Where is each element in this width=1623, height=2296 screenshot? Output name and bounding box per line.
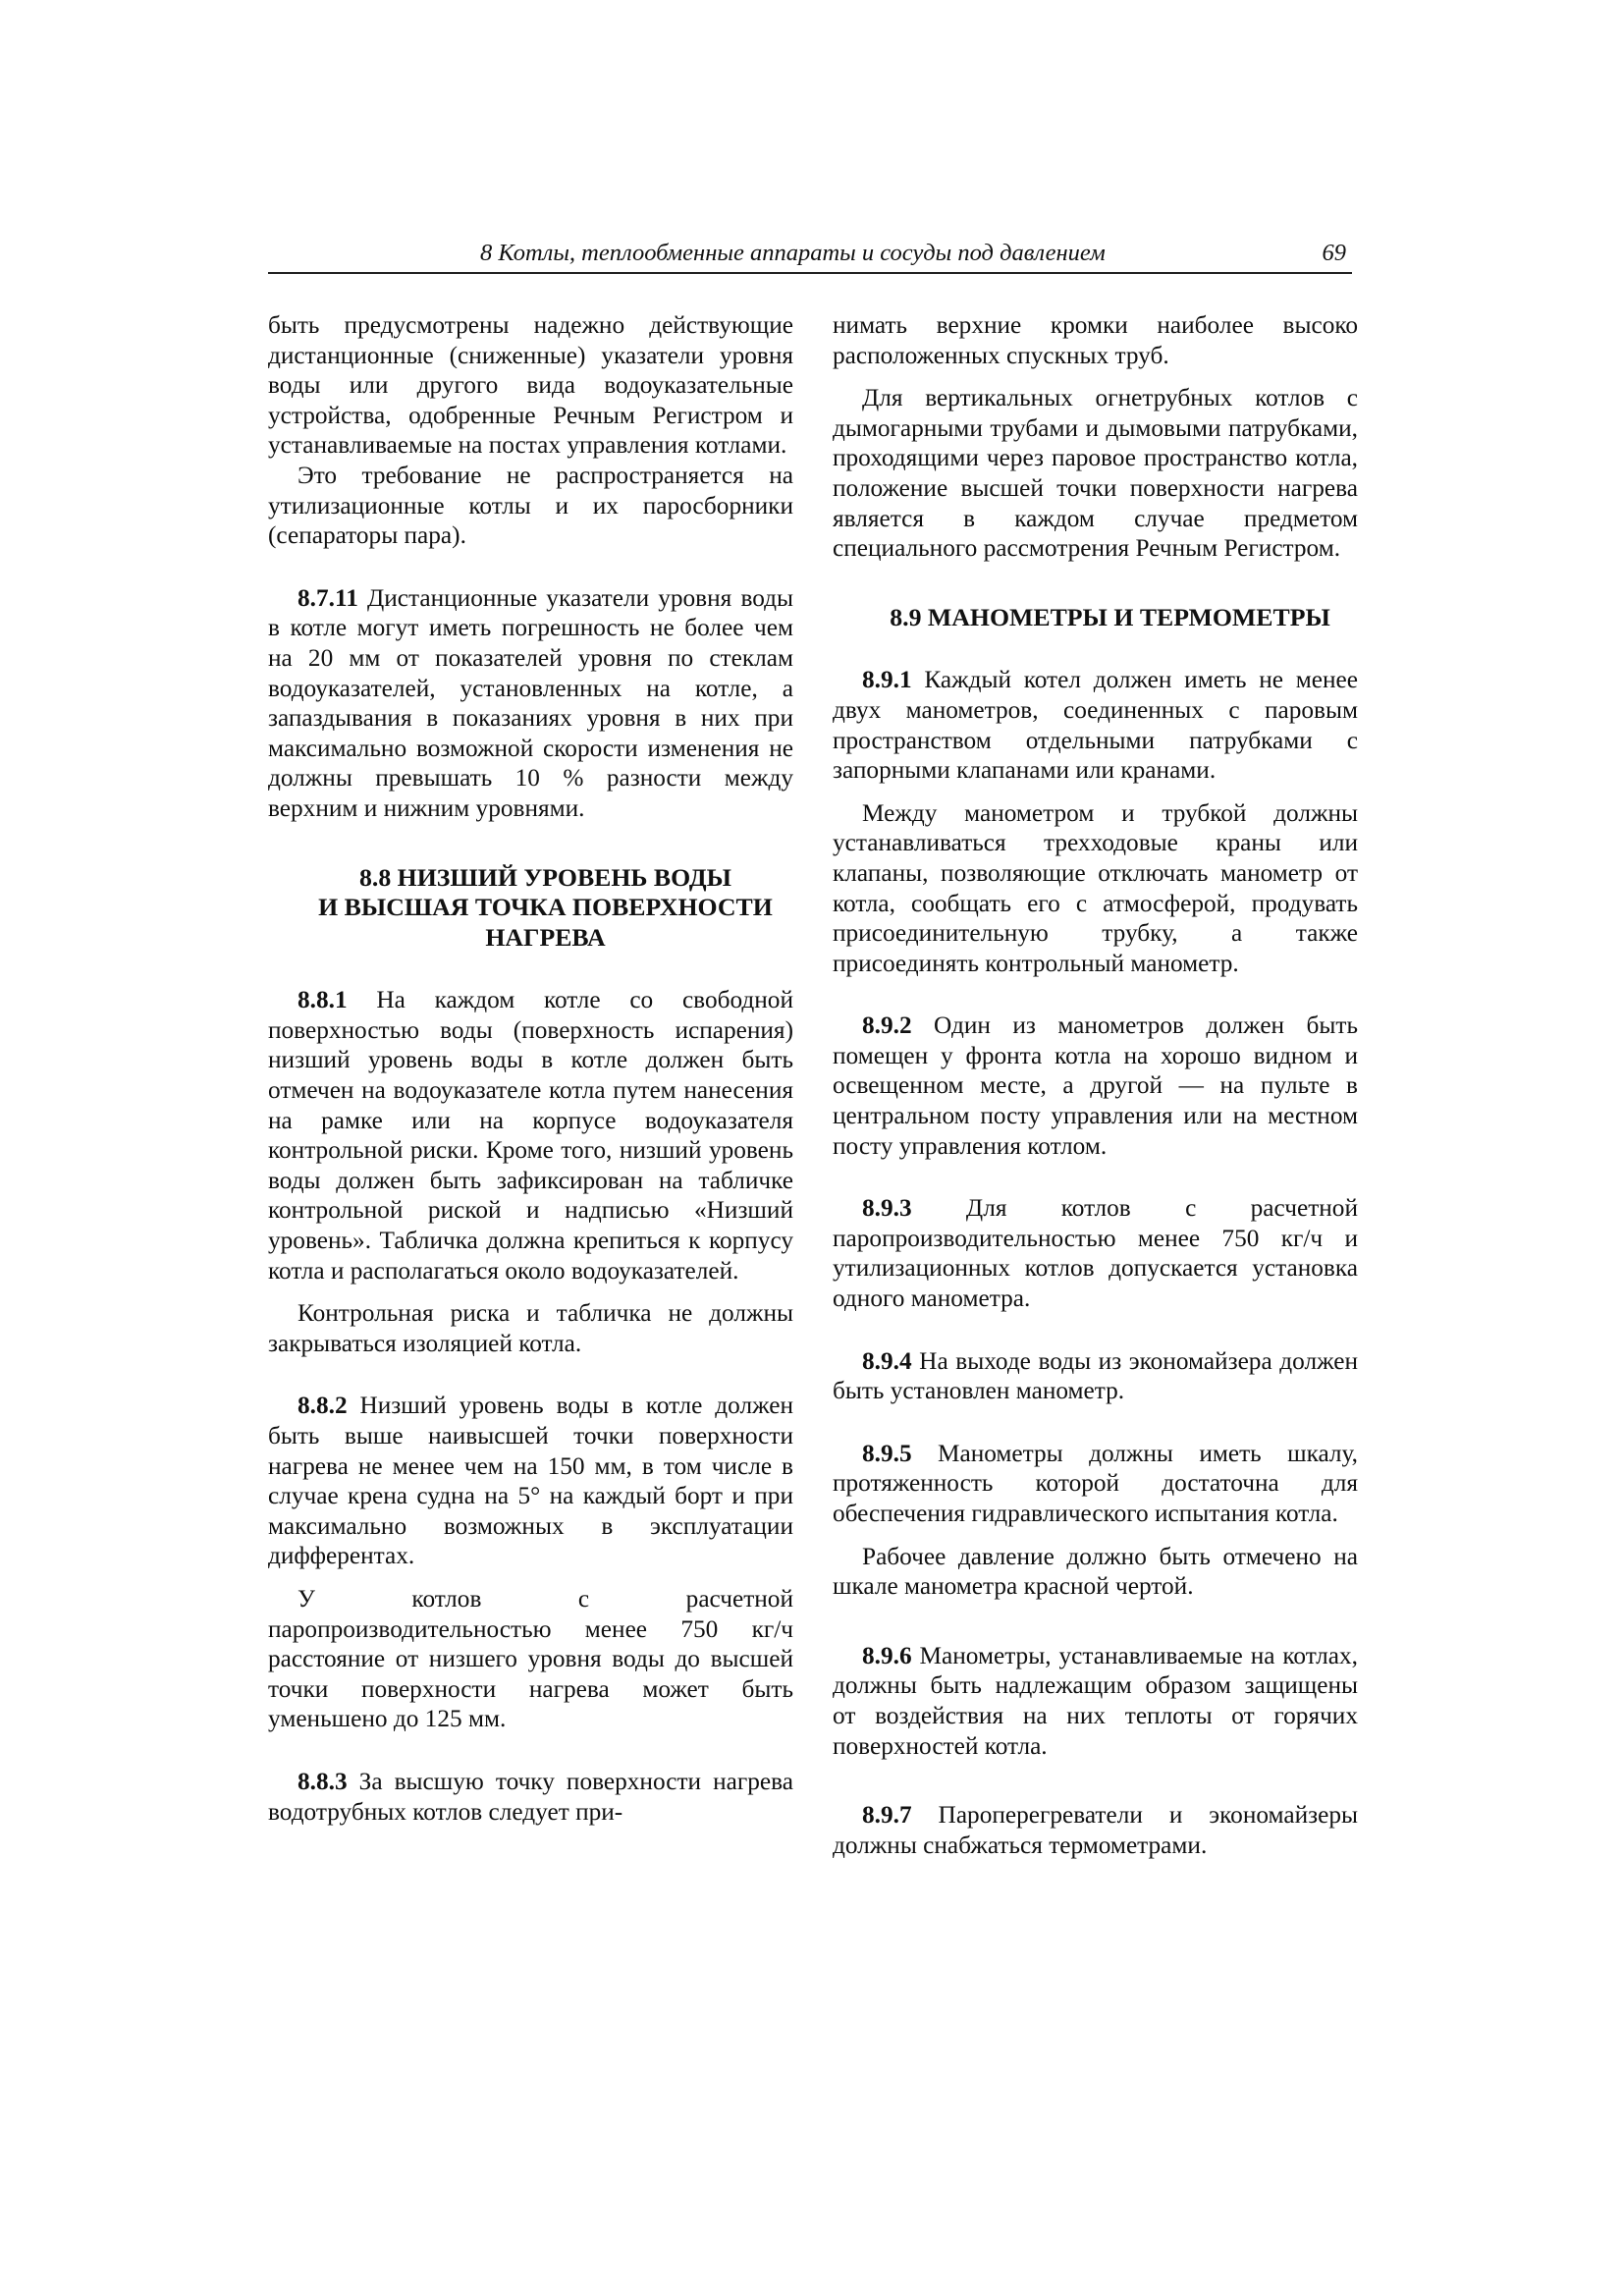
clause-8-9-2: [833, 1011, 1358, 1161]
paragraph: Контрольная риска и табличка не должны закрываться изоляцией котла.: [268, 1299, 793, 1357]
clause-text: За высшую точку поверхности нагрева водотрубных котлов следует при-: [268, 1767, 793, 1826]
clause-number: 8.9.6: [862, 1641, 912, 1669]
clause-text: Манометры, устанавливаемые на котлах, должны быть надлежащим образом защищены от воздействия на них теплоты от горячих поверхностей котла.: [833, 1641, 1358, 1760]
chapter-title: 8 Котлы, теплообменные аппараты и сосуды под давлением: [480, 240, 1106, 266]
clause-number: 8.9.1: [862, 666, 912, 694]
clause-text: Дистанционные указатели уровня воды в котле могут иметь погрешность не более чем на 20 мм от показателей уровня по стеклам водоуказателей, установленных на котле, а запаздывания в показаниях уровня в них при максимально возможной скорости изменения не должны превышать 10 % разности между верхним и нижним уровнями.: [268, 583, 793, 822]
section-heading-8-8: [268, 863, 793, 954]
clause-text: Один из манометров должен быть помещен у фронта котла на хорошо видном и освещенном месте, а другой — на пульте в центральном посту управления или на местном посту управления котлом.: [833, 1011, 1358, 1160]
clause-number: 8.9.4: [862, 1346, 912, 1375]
clause-8-8-2: [268, 1391, 793, 1571]
clause-number: 8.8.3: [298, 1767, 348, 1795]
clause-text: На выходе воды из экономайзера должен быть установлен манометр.: [833, 1346, 1358, 1405]
clause-number: 8.8.2: [298, 1392, 348, 1420]
clause-8-9-4: [833, 1346, 1358, 1406]
clause-number: 8.9.2: [862, 1011, 912, 1040]
clause-8-9-3: [833, 1193, 1358, 1313]
clause-8-8-3: [268, 1767, 793, 1827]
left-column: [268, 310, 793, 1827]
clause-text: Манометры должны иметь шкалу, протяженность которой достаточна для обеспечения гидравлического испытания котла.: [833, 1439, 1358, 1527]
clause-8-8-1: [268, 985, 793, 1285]
clause-text: Низший уровень воды в котле должен быть выше наивысшей точки поверхности нагрева не менее чем на 150 мм, в том числе в случае крена судна на 5° на каждый борт и при максимально возможных в эксплуатации дифферентах.: [268, 1392, 793, 1570]
page-number: 69: [1322, 240, 1346, 266]
clause-number: 8.9.5: [862, 1439, 912, 1467]
clause-text: На каждом котле со свободной поверхностью воды (поверхность испарения) низший уровень воды в котле должен быть отмечен на водоуказателе котла путем нанесения на рамке или на корпусе водоуказателя контрольной риски. Кроме того, низший уровень воды должен быть зафиксирован на табличке контрольной риской и надписью «Низший уровень». Табличка должна крепиться к корпусу котла и располагаться около водоуказателей.: [268, 986, 793, 1285]
clause-text: Каждый котел должен иметь не менее двух манометров, соединенных с паровым пространством отдельными патрубками с запорными клапанами или кранами.: [833, 666, 1358, 785]
clause-number: 8.7.11: [298, 583, 358, 612]
running-header: [268, 240, 1352, 274]
paragraph: быть предусмотрены надежно действующие дистанционные (сниженные) указатели уровня воды или другого вида водоуказательные устройства, одобренные Речным Регистром и устанавливаемые на постах управления котлами.: [268, 311, 793, 460]
section-heading-line: И ВЫСШАЯ ТОЧКА ПОВЕРХНОСТИ: [318, 893, 773, 922]
clause-8-9-5: [833, 1439, 1358, 1529]
paragraph: Между манометром и трубкой должны устанавливаться трехходовые краны или клапаны, позволяющие отключать манометр от котла, сообщать его с атмосферой, продувать присоединительную трубку, а также присоединять контрольный манометр.: [833, 798, 1358, 977]
clause-8-9-7: [833, 1800, 1358, 1860]
paragraph: У котлов с расчетной паропроизводительностью менее 750 кг/ч расстояние от низшего уровня воды до высшей точки поверхности нагрева может быть уменьшено до 125 мм.: [268, 1584, 793, 1733]
clause-number: 8.9.3: [862, 1194, 912, 1223]
section-heading-line: НАГРЕВА: [485, 922, 606, 952]
clause-8-9-6: [833, 1641, 1358, 1761]
clause-text: Пароперегреватели и экономайзеры должны снабжаться термометрами.: [833, 1801, 1358, 1859]
clause-text: Для котлов с расчетной паропроизводительностью менее 750 кг/ч и утилизационных котлов допускается установка одного манометра.: [833, 1194, 1358, 1313]
clause-8-7-11: [268, 583, 793, 824]
right-column: [833, 310, 1358, 1860]
paragraph: Для вертикальных огнетрубных котлов с дымогарными трубами и дымовыми патрубками, проходящими через паровое пространство котла, положение высшей точки поверхности нагрева является в каждом случае предметом специального рассмотрения Речным Регистром.: [833, 384, 1358, 563]
clause-number: 8.8.1: [298, 986, 348, 1014]
paragraph: нимать верхние кромки наиболее высоко расположенных спускных труб.: [833, 311, 1358, 369]
clause-number: 8.9.7: [862, 1801, 912, 1830]
paragraph: Это требование не распространяется на утилизационные котлы и их паросборники (сепараторы пара).: [268, 461, 793, 550]
section-heading-line: 8.8 НИЗШИЙ УРОВЕНЬ ВОДЫ: [358, 862, 731, 892]
clause-8-9-1: [833, 665, 1358, 785]
section-heading-8-9: 8.9 МАНОМЕТРЫ И ТЕРМОМЕТРЫ: [890, 602, 1330, 631]
paragraph: Рабочее давление должно быть отмечено на шкале манометра красной чертой.: [833, 1542, 1358, 1601]
